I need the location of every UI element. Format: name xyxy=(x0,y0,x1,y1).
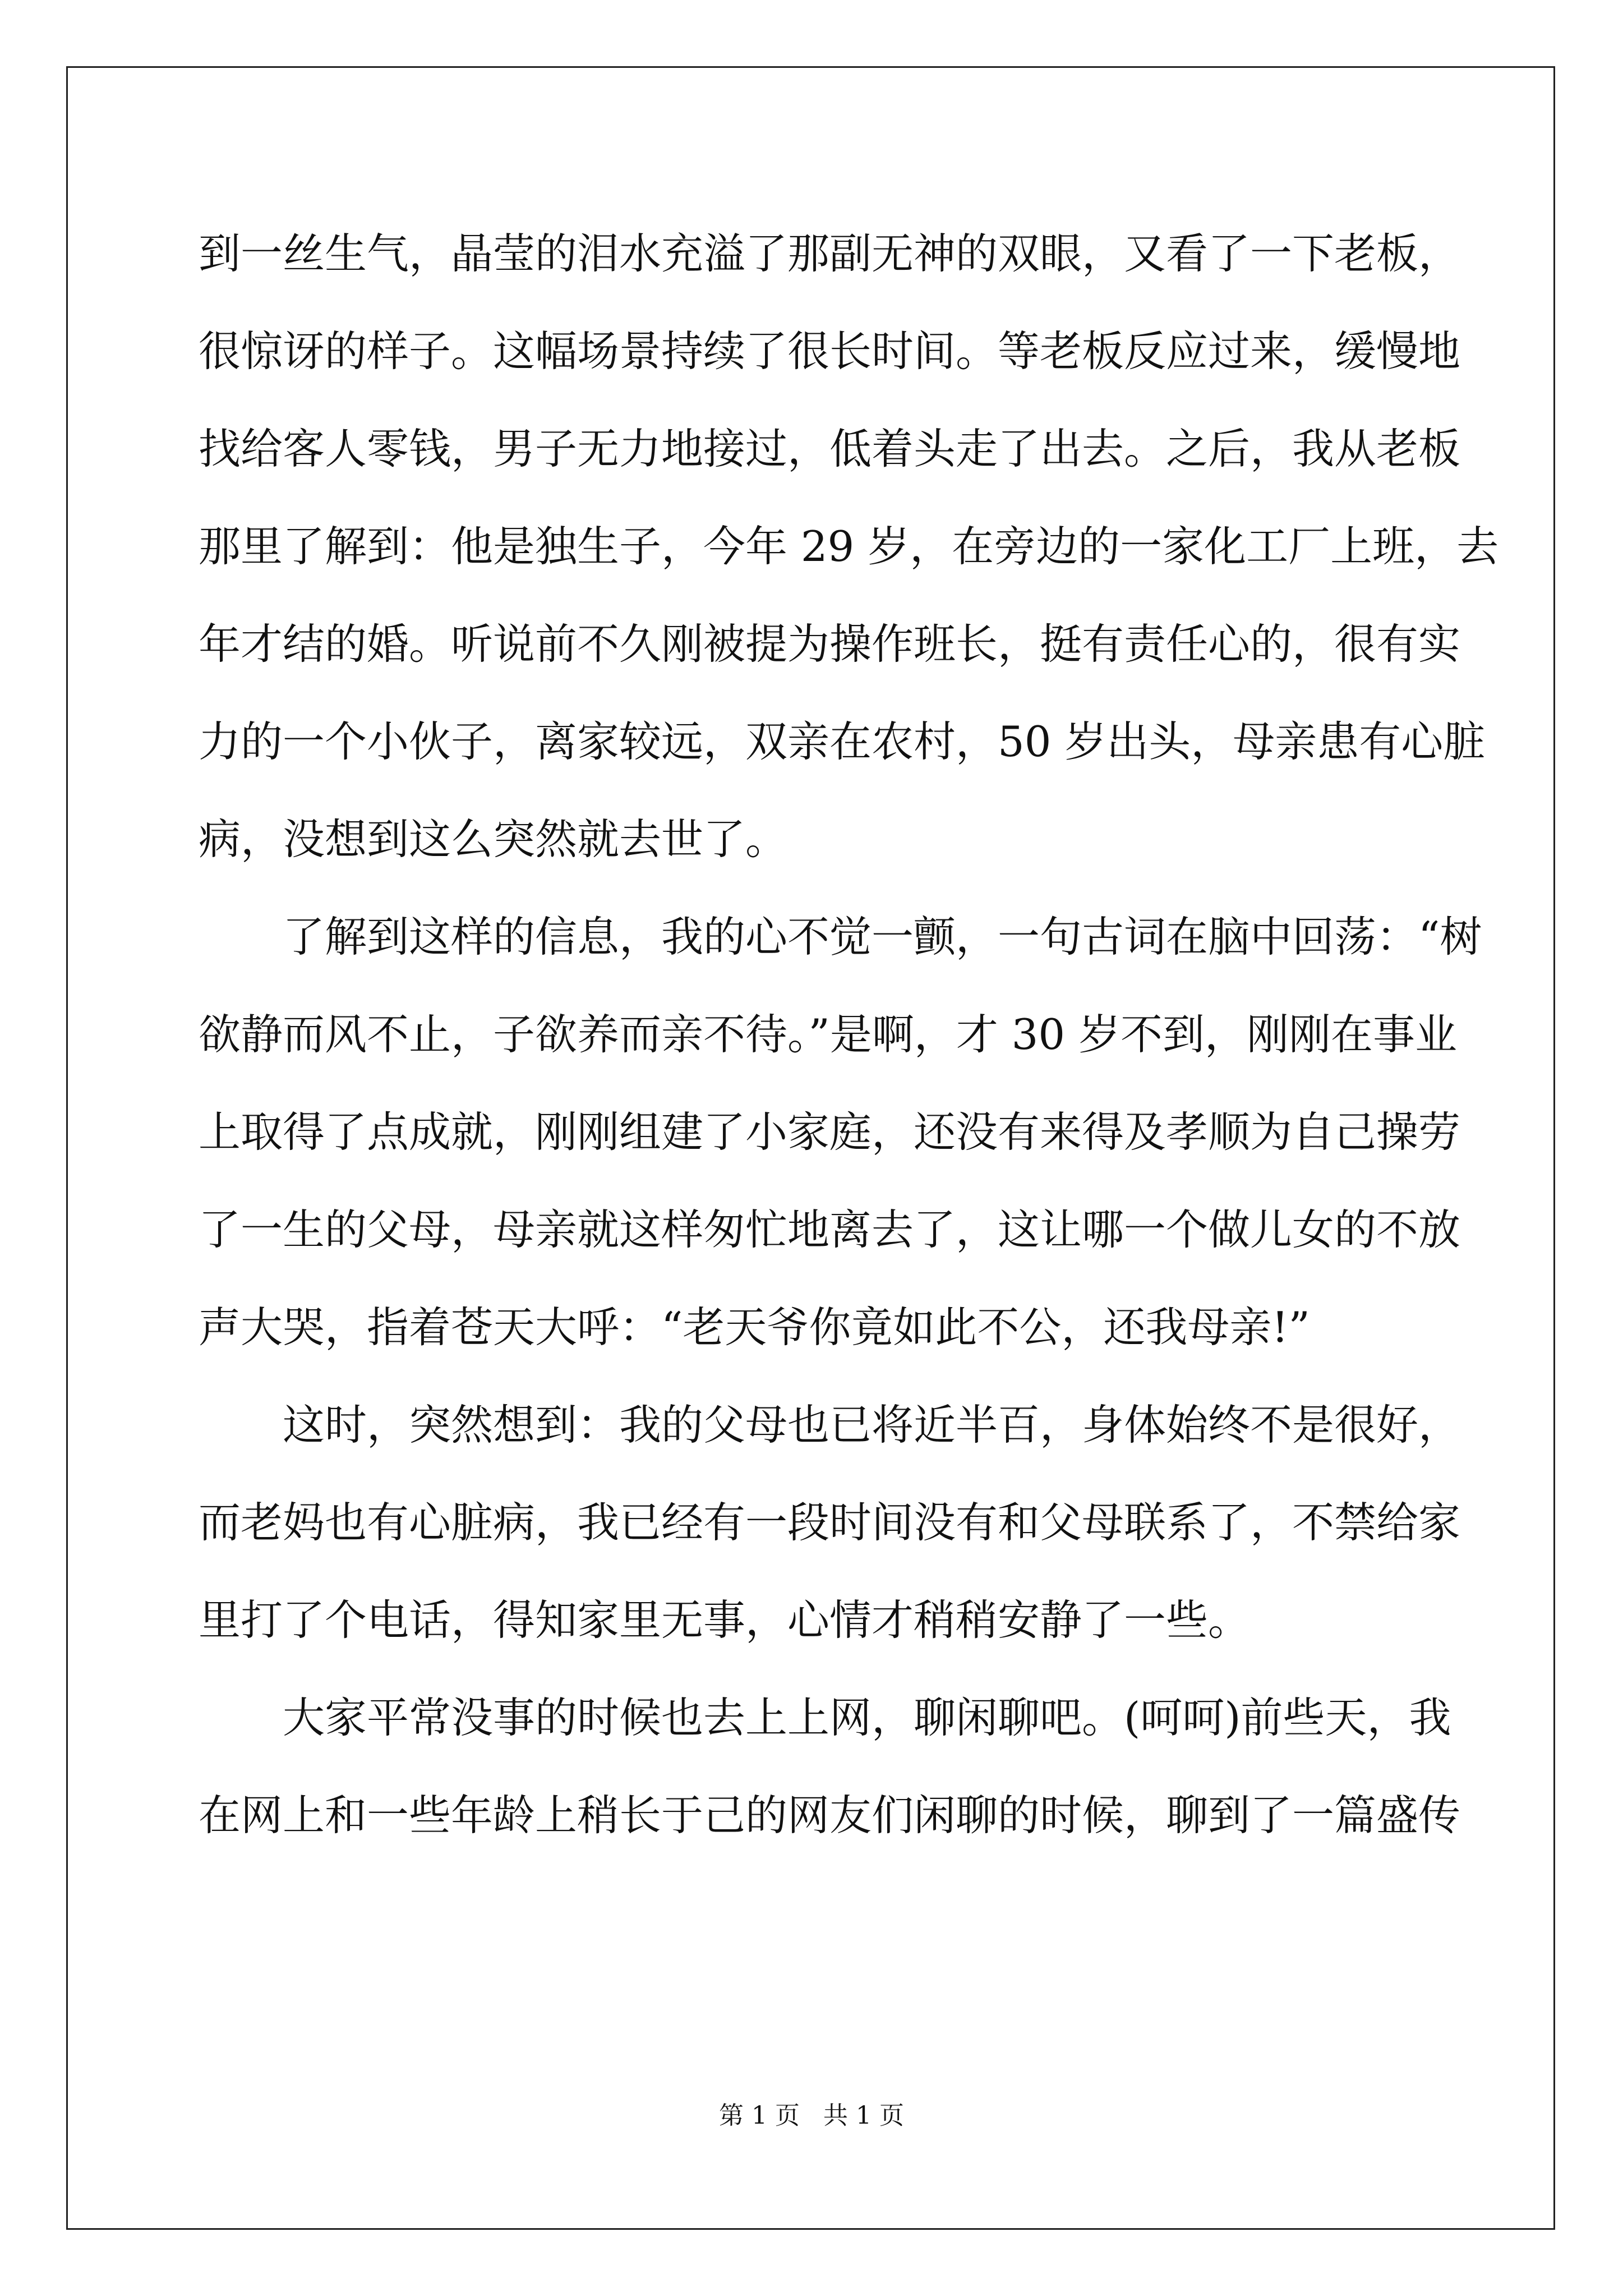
text-line: 了一生的父母，母亲就这样匆忙地离去了，这让哪一个做儿女的不放 xyxy=(199,1205,1461,1254)
paragraph-2 xyxy=(199,888,1482,1376)
text-line: 欲静而风不止，子欲养而亲不待。”是啊，才 30 岁不到，刚刚在事业 xyxy=(199,1010,1457,1059)
document-body xyxy=(199,205,1499,1864)
text-line: 那里了解到：他是独生子，今年 29 岁，在旁边的一家化工厂上班，去 xyxy=(199,522,1499,571)
text-line: 到一丝生气，晶莹的泪水充溢了那副无神的双眼，又看了一下老板， xyxy=(199,229,1461,278)
text-line: 上取得了点成就，刚刚组建了小家庭，还没有来得及孝顺为自己操劳 xyxy=(199,1107,1461,1157)
text-line: 而老妈也有心脏病，我已经有一段时间没有和父母联系了，不禁给家 xyxy=(199,1498,1461,1547)
paragraph-3 xyxy=(199,1376,1461,1669)
text-line: 找给客人零钱，男子无力地接过，低着头走了出去。之后，我从老板 xyxy=(199,424,1461,473)
page-footer xyxy=(0,2095,1623,2131)
text-line: 大家平常没事的时候也去上上网，聊闲聊吧。(呵呵)前些天，我 xyxy=(283,1693,1451,1742)
paragraph-1 xyxy=(199,205,1499,888)
text-line: 这时，突然想到：我的父母也已将近半百，身体始终不是很好， xyxy=(283,1400,1461,1450)
text-line: 声大哭，指着苍天大呼：“老天爷你竟如此不公，还我母亲!” xyxy=(199,1303,1310,1352)
text-line: 在网上和一些年龄上稍长于己的网友们闲聊的时候，聊到了一篇盛传 xyxy=(199,1791,1461,1840)
text-line: 力的一个小伙子，离家较远，双亲在农村，50 岁出头，母亲患有心脏 xyxy=(199,717,1486,766)
text-line: 里打了个电话，得知家里无事，心情才稍稍安静了一些。 xyxy=(199,1595,1251,1645)
text-line: 了解到这样的信息，我的心不觉一颤，一句古词在脑中回荡：“树 xyxy=(283,912,1482,961)
page-number: 第 1 页 xyxy=(719,2101,800,2130)
paragraph-4 xyxy=(199,1669,1461,1864)
text-line: 病，没想到这么突然就去世了。 xyxy=(199,815,788,864)
text-line: 很惊讶的样子。这幅场景持续了很长时间。等老板反应过来，缓慢地 xyxy=(199,326,1461,376)
text-line: 年才结的婚。听说前不久刚被提为操作班长，挺有责任心的，很有实 xyxy=(199,619,1461,669)
page-total: 共 1 页 xyxy=(823,2101,904,2130)
